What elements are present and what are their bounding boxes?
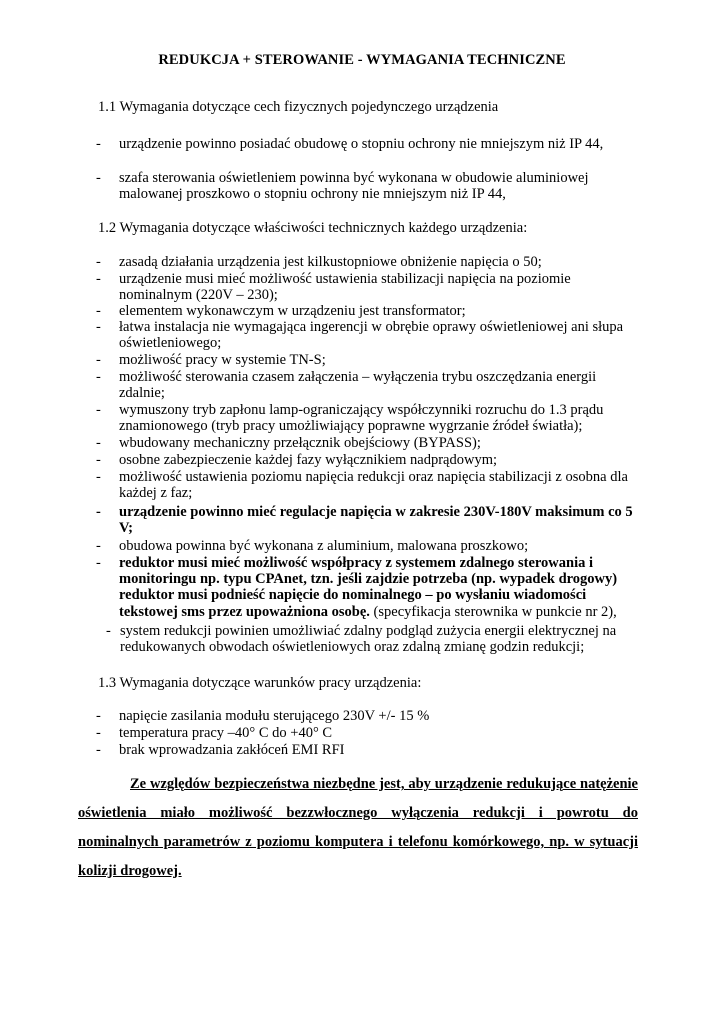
list-item: - osobne zabezpieczenie każdej fazy wyłącznikiem nadprądowym; — [96, 452, 498, 468]
list-item: - urządzenie powinno mieć regulacje napięcia w zakresie 230V-180V maksimum co 5 V; — [96, 504, 633, 537]
list-item: - możliwość sterowania czasem załączenia – wyłączenia trybu oszczędzania energii zdalnie; — [96, 369, 597, 402]
list-item: - zasadą działania urządzenia jest kilkustopniowe obniżenie napięcia o 50; — [96, 254, 542, 270]
list-item: - elementem wykonawczym w urządzeniu jest transformator; — [96, 303, 466, 319]
list-item: - łatwa instalacja nie wymagająca ingerencji w obrębie oprawy oświetleniowej ani słupa oświetleniowego; — [96, 319, 624, 352]
list-item: - napięcie zasilania modułu sterującego 230V +/- 15 % — [96, 708, 430, 724]
list-item: - obudowa powinna być wykonana z aluminium, malowana proszkowo; — [96, 538, 529, 554]
list-item: - możliwość ustawienia poziomu napięcia redukcji oraz napięcia stabilizacji z osobna dla każdej z faz; — [96, 469, 628, 502]
list-item: - brak wprowadzania zakłóceń EMI RFI — [96, 742, 345, 758]
list-item: - urządzenie musi mieć możliwość ustawienia stabilizacji napięcia na poziomie nominalnym (220V – 230); — [96, 271, 571, 304]
list-item: - system redukcji powinien umożliwiać zdalny podgląd zużycia energii elektrycznej na redukowanych obwodach oświetleniowych oraz zdalną zmianę godzin redukcji; — [106, 623, 617, 656]
document-title: REDUKCJA + STEROWANIE - WYMAGANIA TECHNICZNE — [158, 52, 566, 68]
list-item: - wymuszony tryb zapłonu lamp-ograniczający współczynniki rozruchu do 1.3 prądu znamionowego (tryb pracy umożliwiający poprawne wygrzanie źródeł światła); — [96, 402, 604, 435]
safety-note: Ze względów bezpieczeństwa niezbędne jest, aby urządzenie redukujące natężenie oświetlenia miało możliwość bezzwłocznego wyłączenia redukcji i powrotu do nominalnych parametrów z poziomu komputera i telefonu komórkowego, np. w sytuacji kolizji drogowej. — [78, 776, 638, 879]
list-item: - szafa sterowania oświetleniem powinna być wykonana w obudowie aluminiowej malowanej proszkowo o stopniu ochrony nie mniejszym niż IP 44, — [96, 170, 589, 203]
section-heading-1-3: 1.3 Wymagania dotyczące warunków pracy urządzenia: — [98, 675, 422, 691]
section-heading-1-2: 1.2 Wymagania dotyczące właściwości technicznych każdego urządzenia: — [98, 220, 528, 236]
list-item: - temperatura pracy –40° C do +40° C — [96, 725, 333, 741]
list-item: - urządzenie powinno posiadać obudowę o stopniu ochrony nie mniejszym niż IP 44, — [96, 136, 604, 152]
list-item: - możliwość pracy w systemie TN-S; — [96, 352, 326, 368]
section-heading-1-1: 1.1 Wymagania dotyczące cech fizycznych pojedynczego urządzenia — [98, 99, 499, 115]
list-item: - reduktor musi mieć możliwość współpracy z systemem zdalnego sterowania i monitoringu np. typu CPAnet, tzn. jeśli zajdzie potrzeba (np. wypadek drogowy) reduktor musi podnieść napięcie do nominalnego – po wysłaniu wiadomości tekstowej sms przez upoważniona osobę. (specyfikacja sterownika w punkcie nr 2), — [96, 555, 618, 620]
list-item: - wbudowany mechaniczny przełącznik obejściowy (BYPASS); — [96, 435, 481, 451]
